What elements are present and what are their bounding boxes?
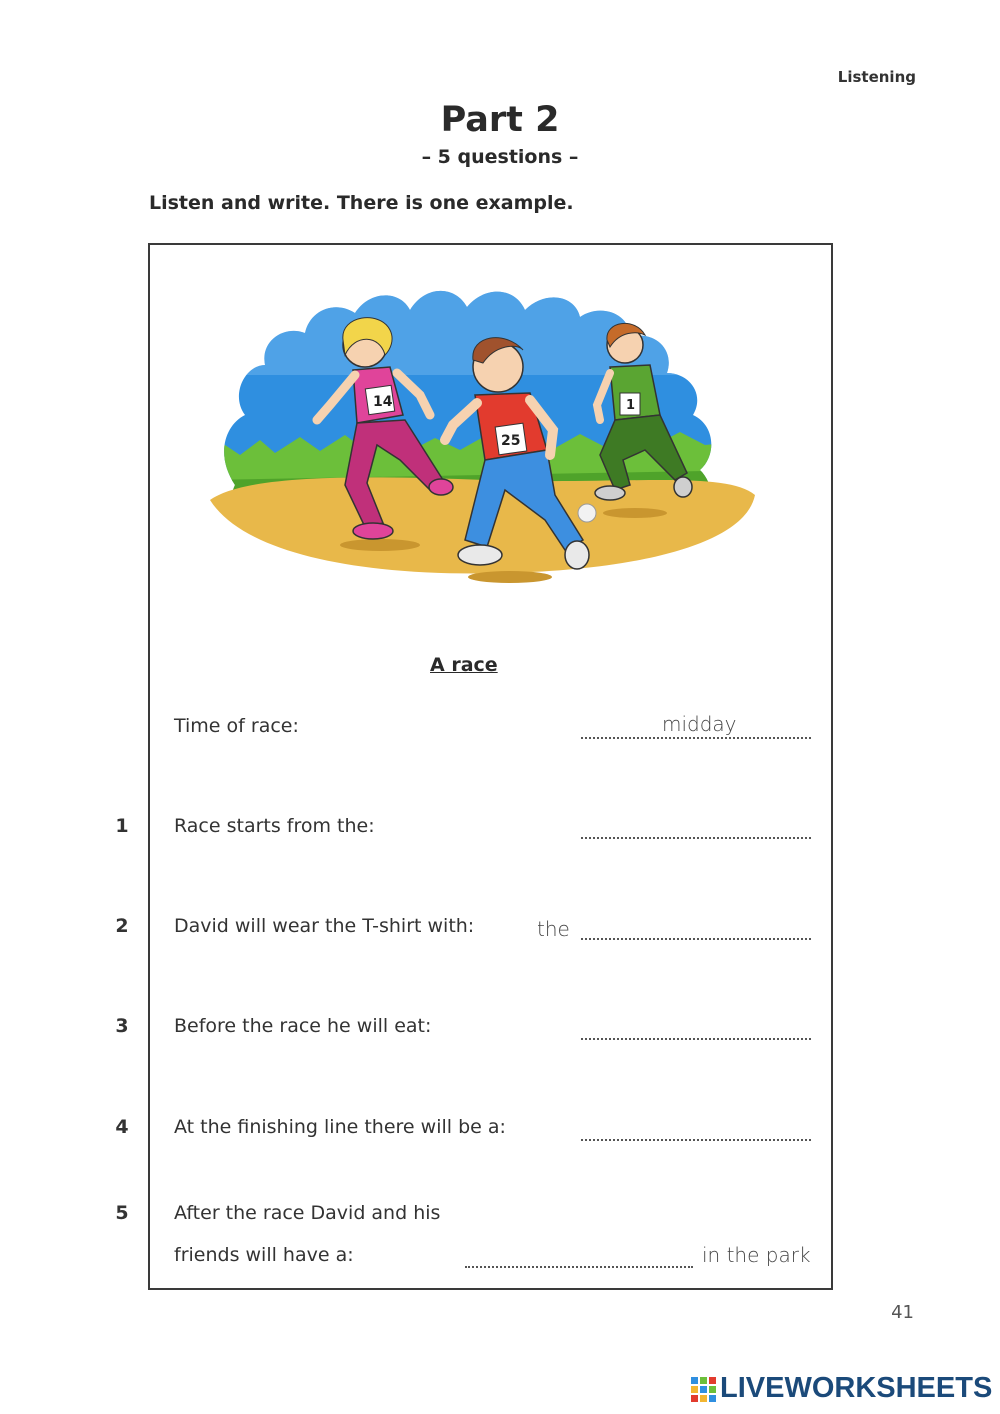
worksheet-heading: A race [430,654,498,676]
question-number-2: 2 [115,915,129,937]
example-label: Time of race: [174,715,299,737]
question-text-5-line1: After the race David and his [174,1202,441,1224]
answer-field-3[interactable] [581,1020,811,1040]
section-label: Listening [837,68,916,86]
bib-number-14: 14 [373,394,393,410]
liveworksheets-logo-icon [690,1374,718,1404]
page-number: 41 [891,1302,914,1323]
part-subtitle: – 5 questions – [421,146,579,168]
question-text-5-line2: friends will have a: [174,1244,354,1266]
question-number-4: 4 [115,1116,129,1138]
answer-field-4[interactable] [581,1121,811,1141]
instruction-text: Listen and write. There is one example. [149,192,574,214]
question-text-1: Race starts from the: [174,815,375,837]
runners-illustration [205,255,760,600]
bib-number-1: 1 [626,398,636,413]
question-text-4: At the finishing line there will be a: [174,1116,506,1138]
part-title: Part 2 [440,100,560,140]
question-prefix-2: the [537,917,570,941]
question-text-2: David will wear the T-shirt with: [174,915,475,937]
example-answer: midday [662,712,737,736]
answer-field-1[interactable] [581,819,811,839]
question-number-3: 3 [115,1015,129,1037]
answer-field-5[interactable] [465,1248,693,1268]
question-number-5: 5 [115,1202,129,1224]
bib-number-25: 25 [501,433,521,449]
answer-field-2[interactable] [581,920,811,940]
question-suffix-5: in the park [702,1243,811,1267]
question-text-3: Before the race he will eat: [174,1015,432,1037]
question-number-1: 1 [115,815,129,837]
brand-wordmark: LIVEWORKSHEETS [720,1372,993,1404]
